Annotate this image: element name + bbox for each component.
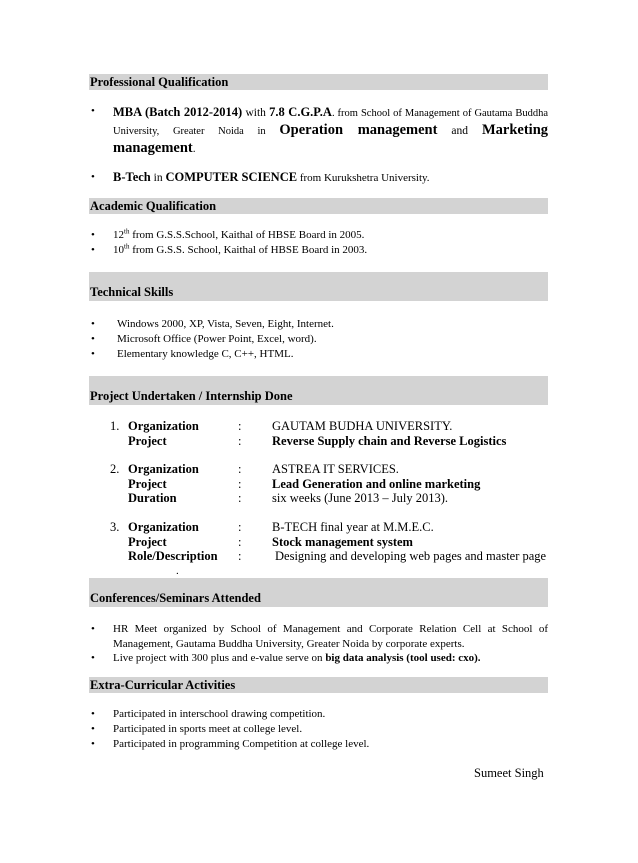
academic-2-rest: from G.S.S. School, Kaithal of HBSE Board in 2003.	[129, 244, 368, 256]
project-number: 2.	[110, 462, 120, 476]
bullet-icon: •	[91, 623, 95, 635]
project-value: ASTREA IT SERVICES.	[272, 462, 399, 476]
list-item-conference-1	[91, 622, 548, 651]
academic-2-num: 10	[113, 244, 124, 256]
conference-2-text	[113, 651, 548, 666]
academic-1-sup: th	[124, 227, 130, 236]
technical-1-text: Windows 2000, XP, Vista, Seven, Eight, Internet.	[117, 318, 334, 330]
project-colon: :	[238, 419, 242, 433]
list-item-technical-3	[91, 347, 548, 362]
btech-field: COMPUTER SCIENCE	[165, 170, 298, 184]
extra-3-text: Participated in programming Competition at college level.	[113, 738, 370, 750]
project-label: Organization	[128, 520, 199, 534]
academic-1-text	[113, 228, 548, 243]
list-item-academic-2	[91, 243, 548, 258]
technical-2-text: Microsoft Office (Power Point, Excel, word).	[117, 333, 317, 345]
project-number: 1.	[110, 419, 120, 433]
mba-spec-marketing: Marketing management	[113, 122, 549, 156]
mba-cgpa: 7.8 C.G.P.A	[269, 105, 332, 119]
bullet-icon: •	[91, 244, 95, 256]
list-item-extra-1	[91, 707, 548, 722]
project-label: Organization	[128, 419, 199, 433]
mba-school: . from School of Management of Gautama Buddha University, Greater Noida in	[113, 108, 548, 137]
btech-text	[113, 170, 548, 186]
project-value: GAUTAM BUDHA UNIVERSITY.	[272, 419, 453, 433]
project-label: Project	[128, 534, 167, 549]
project-colon: :	[238, 549, 242, 563]
project-colon: :	[238, 491, 242, 505]
projects-heading-text: Project Undertaken / Internship Done	[90, 389, 293, 403]
bullet-icon: •	[91, 708, 95, 720]
academic-2-sup: th	[124, 242, 130, 251]
academic-1-rest: from G.S.S.School, Kaithal of HBSE Board in 2005.	[129, 229, 365, 241]
section-heading-professional	[89, 74, 548, 90]
bullet-icon: •	[91, 348, 95, 360]
bullet-icon: •	[91, 105, 95, 117]
bullet-icon: •	[91, 333, 95, 345]
conferences-heading-text: Conferences/Seminars Attended	[90, 591, 261, 605]
conference-1-text: HR Meet organized by School of Management and Corporate Relation Cell at School of Management, Gautama Buddha University, Greater Noida by corporate experts.	[113, 623, 548, 650]
bullet-icon: •	[91, 723, 95, 735]
project-value: six weeks (June 2013 – July 2013).	[272, 491, 449, 505]
list-item-academic-1	[91, 228, 548, 243]
bullet-icon: •	[91, 171, 95, 183]
project-value: Designing and developing web pages and master page	[275, 549, 547, 563]
signature-name: Sumeet Singh	[474, 766, 544, 780]
conference-2-bold: big data analysis (tool used: cxo).	[325, 652, 481, 664]
list-item-mba	[91, 104, 548, 158]
section-heading-academic	[89, 198, 548, 214]
project-label: Project	[128, 433, 167, 448]
project-value: Lead Generation and online marketing	[272, 476, 481, 491]
extracurricular-heading-text: Extra-Curricular Activities	[90, 678, 236, 692]
technical-heading-text: Technical Skills	[90, 285, 174, 299]
bullet-icon: •	[91, 229, 95, 241]
section-heading-projects	[89, 376, 548, 405]
academic-1-num: 12	[113, 229, 124, 241]
project-colon: :	[238, 520, 242, 534]
project-value: B-TECH final year at M.M.E.C.	[272, 520, 434, 534]
academic-2-text	[113, 243, 548, 258]
bullet-icon: •	[91, 652, 95, 664]
mba-degree: MBA (Batch 2012-2014)	[113, 105, 243, 119]
list-item-extra-3	[91, 737, 548, 752]
mba-end: .	[192, 143, 196, 155]
extra-1-text: Participated in interschool drawing competition.	[113, 708, 326, 720]
project-value: Stock management system	[272, 534, 413, 549]
trailing-dot: .	[176, 565, 179, 577]
academic-heading-text: Academic Qualification	[90, 199, 217, 213]
project-colon: :	[238, 433, 242, 448]
project-colon: :	[238, 534, 242, 549]
conference-2-plain: Live project with 300 plus and e-value serve on	[113, 652, 326, 664]
section-heading-extracurricular	[89, 677, 548, 693]
btech-rest: from Kurukshetra University.	[297, 172, 430, 184]
list-item-conference-2	[91, 651, 548, 666]
technical-3-text: Elementary knowledge C, C++, HTML.	[117, 348, 294, 360]
project-value: Reverse Supply chain and Reverse Logistics	[272, 433, 507, 448]
project-number: 3.	[110, 520, 120, 534]
list-item-extra-2	[91, 722, 548, 737]
btech-in: in	[150, 172, 166, 184]
section-heading-conferences	[89, 578, 548, 607]
project-label: Organization	[128, 462, 199, 476]
mba-with: with	[242, 107, 270, 119]
list-item-technical-2	[91, 332, 548, 347]
list-item-technical-1	[91, 317, 548, 332]
btech-degree: B-Tech	[113, 170, 151, 184]
extra-2-text: Participated in sports meet at college level.	[113, 723, 303, 735]
project-label: Duration	[128, 491, 177, 505]
bullet-icon: •	[91, 318, 95, 330]
mba-and: and	[437, 125, 482, 137]
section-heading-technical	[89, 272, 548, 301]
project-colon: :	[238, 462, 242, 476]
project-label: Role/Description	[128, 549, 218, 563]
project-label: Project	[128, 476, 167, 491]
professional-heading-text: Professional Qualification	[90, 75, 229, 89]
bullet-icon: •	[91, 738, 95, 750]
project-colon: :	[238, 476, 242, 491]
mba-text	[113, 104, 548, 158]
mba-spec-operation: Operation management	[279, 122, 438, 138]
list-item-btech	[91, 170, 548, 186]
